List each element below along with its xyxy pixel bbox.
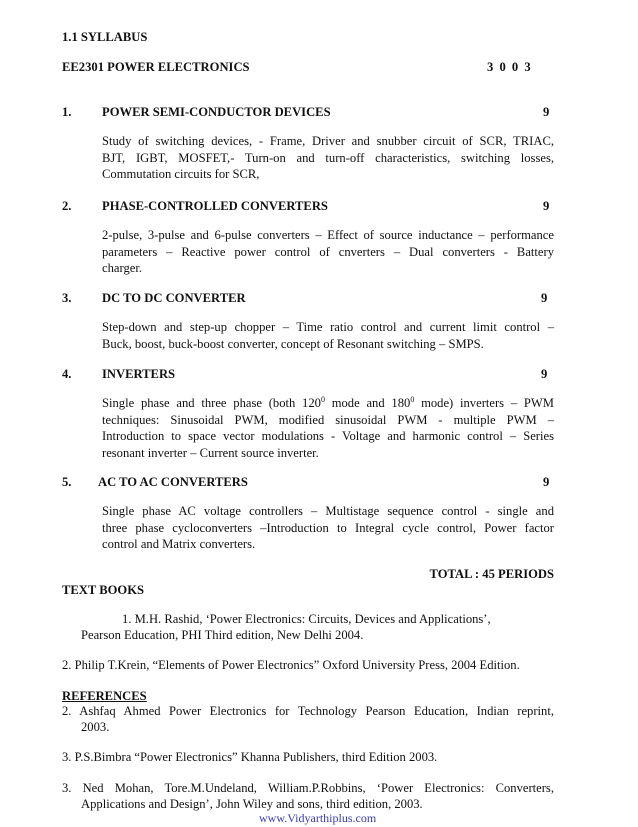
unit-3-number: 3.	[62, 291, 72, 305]
reference-1-line-1: 2. Ashfaq Ahmed Power Electronics for Technology Pearson Education, Indian reprint,	[62, 704, 554, 718]
unit-1-hours: 9	[543, 105, 550, 119]
syllabus-heading: 1.1 SYLLABUS	[62, 30, 148, 44]
text-book-1-line-2: Pearson Education, PHI Third edition, New Delhi 2004.	[81, 628, 364, 642]
references-heading: REFERENCES	[62, 689, 147, 703]
unit-2-number: 2.	[62, 199, 72, 213]
unit-5-hours: 9	[543, 475, 550, 489]
unit-5-title: AC TO AC CONVERTERS	[98, 475, 248, 489]
unit-5-description: Single phase AC voltage controllers – Multistage sequence control - single and three phase cycloconverters –Introduction to Integral cycle control, Power factor control and Matrix converters.	[102, 504, 554, 552]
unit-2-hours: 9	[543, 199, 550, 213]
total-periods: TOTAL : 45 PERIODS	[429, 567, 554, 581]
text-book-2: 2. Philip T.Krein, “Elements of Power Electronics” Oxford University Press, 2004 Edition.	[62, 658, 520, 672]
reference-3-line-1: 3. Ned Mohan, Tore.M.Undeland, William.P.Robbins, ‘Power Electronics: Converters,	[62, 781, 554, 795]
reference-3-line-2: Applications and Design’, John Wiley and sons, third edition, 2003.	[81, 797, 423, 811]
reference-2: 3. P.S.Bimbra “Power Electronics” Khanna Publishers, third Edition 2003.	[62, 750, 438, 764]
unit-1-number: 1.	[62, 105, 72, 119]
unit-4-number: 4.	[62, 367, 72, 381]
footer-website-link[interactable]: www.Vidyarthiplus.com	[259, 811, 377, 825]
unit-4-title: INVERTERS	[102, 367, 176, 381]
unit-5-number: 5.	[62, 475, 72, 489]
unit-2-title: PHASE-CONTROLLED CONVERTERS	[102, 199, 328, 213]
reference-1-line-2: 2003.	[81, 720, 110, 734]
unit-3-title: DC TO DC CONVERTER	[102, 291, 246, 305]
unit-3-description: Step-down and step-up chopper – Time ratio control and current limit control – Buck, boost, buck-boost converter, concept of Resonant switching – SMPS.	[102, 320, 554, 351]
course-title: EE2301 POWER ELECTRONICS	[62, 60, 250, 74]
text-books-heading: TEXT BOOKS	[62, 583, 145, 597]
unit-1-title: POWER SEMI-CONDUCTOR DEVICES	[102, 105, 331, 119]
unit-2-description: 2-pulse, 3-pulse and 6-pulse converters – Effect of source inductance – performance parameters – Reactive power control of cnverters – Dual converters - Battery charger.	[102, 228, 554, 276]
unit-4-hours: 9	[541, 367, 548, 381]
text-book-1-line-1: 1. M.H. Rashid, ‘Power Electronics: Circuits, Devices and Applications’,	[122, 612, 491, 626]
unit-1-description: Study of switching devices, - Frame, Driver and snubber circuit of SCR, TRIAC, BJT, IGBT, MOSFET,- Turn-on and turn-off characteristics, switching losses, Commutation circuits for SCR,	[102, 134, 554, 182]
course-credits: 3 0 0 3	[487, 60, 531, 74]
unit-3-hours: 9	[541, 291, 548, 305]
unit-4-description: Single phase and three phase (both $120^0$ mode and $180^0$ mode) inverters – PWM techniques: Sinusoidal PWM, modified sinusoidal PWM - multiple PWM – Introduction to space vector modulations - Voltage and harmonic control – Series resonant inverter – Current source inverter.	[102, 395, 554, 460]
